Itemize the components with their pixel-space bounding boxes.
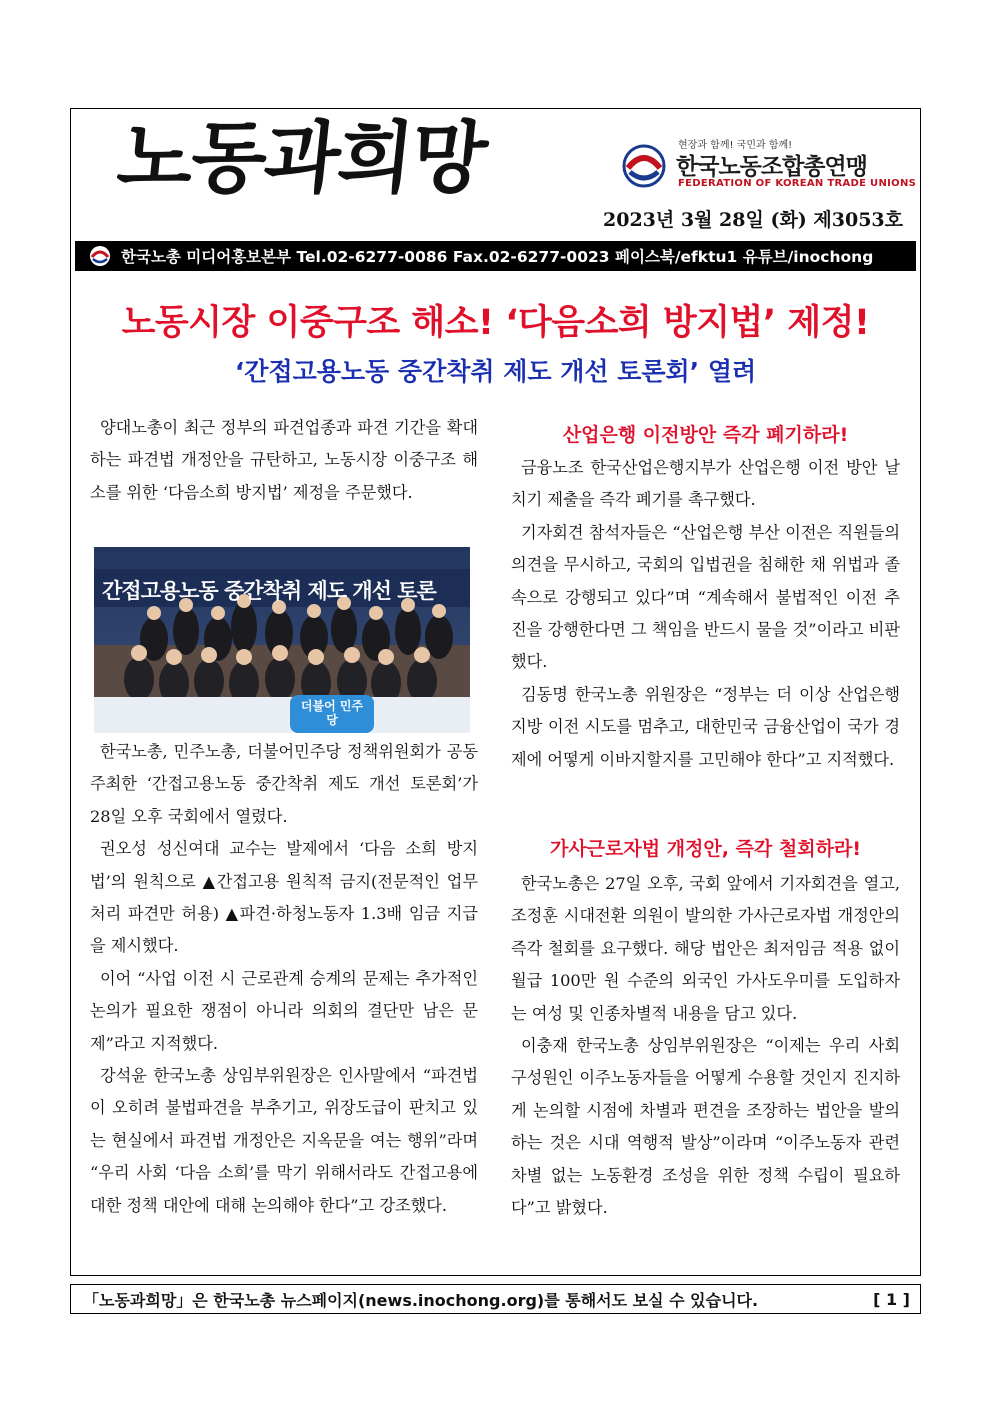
org-slogan: 현장과 함께! 국민과 함께! — [678, 140, 793, 151]
issue-date: 2023년 3월 28일 (화) 제3053호 — [603, 209, 903, 231]
article-paragraph: 이어 “사업 이전 시 근로관계 승계의 문제는 추가적인 논의가 필요한 쟁점이 아니라 의회의 결단만 남은 문제”라고 지적했다. — [90, 968, 478, 1053]
left-article-intro — [90, 412, 478, 509]
photo-banner-text: 간접고용노동 중간착취 제도 개선 토론 — [102, 579, 436, 603]
event-photo — [94, 547, 470, 733]
article-paragraph: 권오성 성신여대 교수는 발제에서 ‘다음 소희 방지법’의 원칙으로 ▲간접고용 원칙적 금지(전문적인 업무처리 파견만 허용) ▲파견·하청노동자 1.3배 임금 지급을 제시했다. — [90, 839, 478, 956]
headline: 노동시장 이중구조 해소! ‘다음소희 방지법’ 제정! — [121, 303, 870, 343]
left-article-body — [90, 736, 478, 1222]
article-paragraph: 금융노조 한국산업은행지부가 산업은행 이전 방안 날치기 제출을 즉각 폐기를 촉구했다. — [511, 458, 900, 510]
info-bar-text: 한국노총 미디어홍보본부 Tel.02-6277-0086 Fax.02-6277-0023 페이스북/efktu1 유튜브/inochong — [121, 248, 874, 266]
article-paragraph: 한국노총, 민주노총, 더불어민주당 정책위원회가 공동 주최한 ‘간접고용노동 중간착취 제도 개선 토론회’가 28일 오후 국회에서 열렸다. — [90, 742, 478, 826]
photo-podium-text: 더불어 민주당 — [300, 699, 364, 727]
footer — [70, 1284, 921, 1314]
org-block — [622, 136, 917, 196]
section-title-domestic-workers: 가사근로자법 개정안, 즉각 철회하라! — [549, 838, 862, 860]
page-number: [ 1 ] — [873, 1289, 910, 1309]
subheadline: ‘간접고용노동 중간착취 제도 개선 토론회’ 열려 — [234, 357, 757, 386]
article-paragraph: 기자회견 참석자들은 “산업은행 부산 이전은 직원들의 의견을 무시하고, 국회의 입법권을 침해한 채 위법과 졸속으로 강행되고 있다”며 “계속해서 불법적인 이전 추진을 강행한다면 그 책임을 반드시 물을 것”이라고 비판했다. — [511, 522, 900, 672]
footer-note: 「노동과희망」은 한국노총 뉴스페이지(news.inochong.org)를 통해서도 보실 수 있습니다. — [83, 1290, 759, 1310]
article-paragraph: 이충재 한국노총 상임부위원장은 “이제는 우리 사회 구성원인 이주노동자들을 어떻게 수용할 것인지 진지하게 논의할 시점에 차별과 편견을 조장하는 법안을 발의하는 것은 시대 역행적 발상”이라며 “이주노동자 관련 차별 없는 노동환경 조성을 위한 정책 수립이 필요하다”고 밝혔다. — [511, 1036, 900, 1218]
right-article-1-body — [511, 452, 900, 776]
right-article-2-body — [511, 868, 900, 1224]
info-bar — [75, 241, 916, 271]
masthead-title: 노동과희망 — [113, 114, 490, 204]
org-name-en: FEDERATION OF KOREAN TRADE UNIONS — [678, 178, 917, 189]
article-paragraph: 양대노총이 최근 정부의 파견업종과 파견 기간을 확대하는 파견법 개정안을 규탄하고, 노동시장 이중구조 해소를 위한 ‘다음소희 방지법’ 제정을 주문했다. — [90, 418, 478, 502]
org-name: 한국노동조합총연맹 — [676, 154, 867, 180]
section-title-kdb: 산업은행 이전방안 즉각 폐기하라! — [562, 424, 849, 446]
fktu-logo-icon — [622, 144, 666, 188]
fktu-logo-icon — [89, 245, 111, 267]
article-paragraph: 김동명 한국노총 위원장은 “정부는 더 이상 산업은행 지방 이전 시도를 멈추고, 대한민국 금융산업이 국가 경제에 어떻게 이바지할지를 고민해야 한다”고 지적했다. — [511, 684, 900, 769]
article-paragraph: 한국노총은 27일 오후, 국회 앞에서 기자회견을 열고, 조정훈 시대전환 의원이 발의한 가사근로자법 개정안의 즉각 철회를 요구했다. 해당 법안은 최저임금 적용 없이 월급 100만 원 수준의 외국인 가사도우미를 도입하자는 여성 및 인종차별적 내용을 담고 있다. — [511, 874, 900, 1023]
article-paragraph: 강석윤 한국노총 상임부위원장은 인사말에서 “파견법이 오히려 불법파견을 부추기고, 위장도급이 판치고 있는 현실에서 파견법 개정안은 지옥문을 여는 행위”라며 “우리 사회 ‘다음 소희’를 막기 위해서라도 간접고용에 대한 정책 대안에 대해 논의해야 한다”고 강조했다. — [90, 1066, 478, 1215]
